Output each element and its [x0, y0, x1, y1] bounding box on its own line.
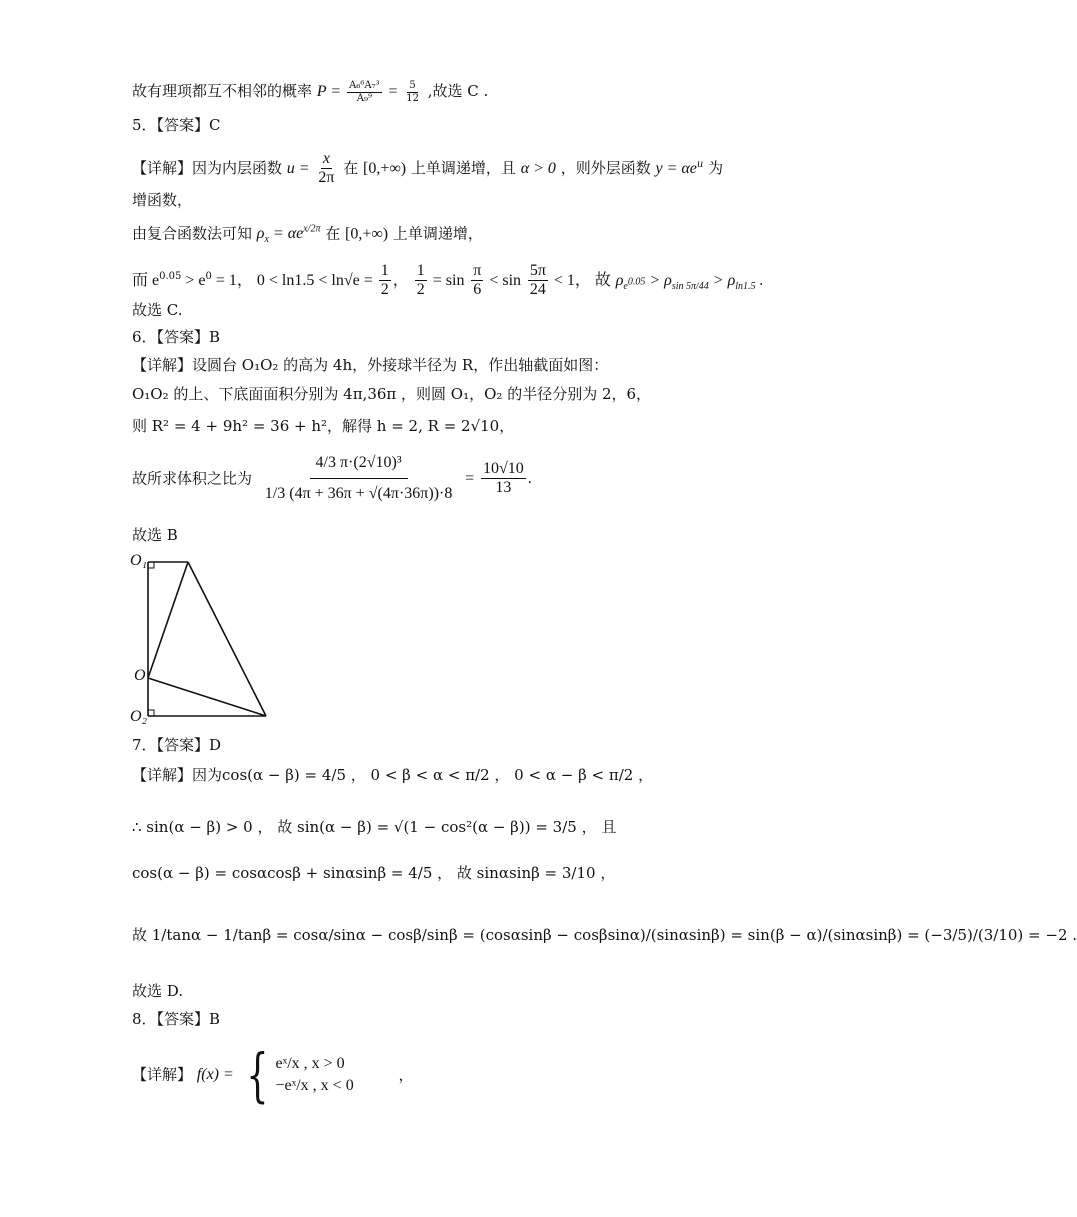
text: 上单调递增， — [392, 224, 483, 243]
slant-side — [188, 562, 266, 716]
answer-7: 7．【答案】D — [132, 736, 222, 754]
sup: 0.05 — [159, 270, 182, 282]
math: y = αe — [655, 159, 697, 177]
num: A₆⁶A₇³ — [349, 80, 380, 91]
text: 由复合函数法可知 — [132, 224, 253, 243]
math: = sin — [428, 271, 465, 289]
text: 故所求体积之比为 — [132, 469, 253, 488]
math: $\rho_x = \alpha e^{x/2\pi}$ — [256, 224, 321, 246]
text: 上单调递增，且 — [410, 158, 516, 177]
math: = — [465, 469, 475, 487]
fraction — [404, 80, 421, 104]
rho: ρ — [256, 225, 265, 243]
sup: u — [696, 158, 704, 170]
fraction — [481, 460, 526, 498]
q6-detail-2: O₁O₂ 的上、下底面面积分别为 4π,36π ，则圆 O₁，O₂ 的半径分别为 2，6， — [132, 385, 652, 403]
q5-detail-3 — [132, 225, 483, 246]
right-angle-top — [148, 562, 154, 568]
q7-detail-4: 故 1/tanα − 1/tanβ = cosα/sinα − cosβ/sinβ = (cosαsinβ − cosβsinα)/(sinαsinβ) = sin(β − α)/(sinαsinβ) = (−3/5)/(3/10) = −2 . — [132, 926, 1077, 944]
num: 5π — [528, 262, 548, 281]
math: $\rho_{e^{0.05}} > \rho_{sin 5\pi/44} > \rho_{ln1.5}$ . — [615, 271, 764, 293]
left-brace: { — [245, 1041, 269, 1109]
q6-detail-4 — [132, 448, 532, 510]
q5-detail-1 — [132, 150, 723, 188]
math: cos(α − β) = 4/5 ， 0 < β < α < π/2 ， 0 < α − β < π/2 ， — [222, 766, 654, 784]
math: u = — [286, 159, 310, 177]
text: ，则外层函数 — [560, 158, 651, 177]
answer-8: 8．【答案】B — [132, 1010, 221, 1028]
math: < sin — [485, 271, 522, 289]
math: α > 0 — [520, 159, 556, 177]
cases — [275, 1056, 353, 1094]
text: 【详解】因为内层函数 — [132, 158, 283, 177]
math: = — [331, 83, 341, 100]
math: > e — [181, 271, 206, 289]
case: eˣ/x , x > 0 — [275, 1055, 345, 1072]
num: π — [471, 262, 483, 281]
q5-detail-2: 增函数， — [132, 191, 193, 209]
math: 而 e — [132, 271, 160, 289]
num: 1 — [415, 262, 427, 281]
math: f(x) = — [196, 1066, 234, 1083]
math: P — [316, 83, 327, 100]
den: 2 — [416, 281, 425, 299]
fraction — [528, 262, 548, 300]
label-O: O — [134, 667, 146, 684]
text: 为 — [708, 158, 724, 177]
math: < 1， 故 — [549, 271, 611, 289]
q7-detail-2: ∴ sin(α − β) > 0 ， 故 sin(α − β) = √(1 − cos²(α − β)) = 3/5 ， 且 — [132, 818, 617, 836]
den: A₉⁹ — [356, 92, 373, 104]
den: 2 — [380, 281, 389, 299]
den: 1/3 (4π + 36π + √(4π·36π))·8 — [264, 485, 453, 503]
math: = 1， 0 < ln1.5 < ln√e = — [211, 271, 377, 289]
text: 故有理项都互不相邻的概率 — [132, 82, 313, 100]
q7-detail-1 — [132, 768, 653, 783]
right-angle-bottom — [148, 710, 154, 716]
q5-detail-4 — [132, 262, 764, 300]
q8-detail-1 — [132, 1041, 414, 1109]
text: 在 — [325, 224, 341, 243]
math: [0,+∞) — [345, 225, 389, 243]
fraction — [471, 262, 483, 300]
case: −eˣ/x , x < 0 — [275, 1077, 354, 1094]
radius-to-top — [148, 562, 188, 678]
q6-detail-1: 【详解】设圆台 O₁O₂ 的高为 4h，外接球半径为 R，作出轴截面如图： — [132, 356, 609, 374]
fraction — [316, 150, 336, 188]
fraction — [415, 262, 427, 300]
label-O2: O₂ — [130, 708, 148, 725]
num: x — [321, 150, 332, 169]
q7-detail-3: cos(α − β) = cosαcosβ + sinαsinβ = 4/5 ， 故 sinαsinβ = 3/10 ， — [132, 864, 616, 882]
q7-end: 故选 D. — [132, 982, 184, 1000]
line-probability — [132, 80, 488, 104]
num: 10√10 — [481, 460, 526, 479]
answer-6: 6．【答案】B — [132, 328, 221, 346]
den: 2π — [318, 169, 335, 187]
num: 1 — [379, 262, 391, 281]
fraction — [259, 448, 459, 510]
q5-end: 故选 C. — [132, 301, 183, 319]
num: 4/3 π·(2√10)³ — [310, 448, 408, 479]
answer-5: 5．【答案】C — [132, 116, 221, 134]
text: 【详解】 — [132, 1065, 193, 1084]
label-O1: O₁ — [130, 552, 148, 569]
text: 在 — [343, 158, 359, 177]
den: 12 — [406, 92, 419, 104]
math: = — [388, 83, 398, 100]
sup: 0 — [205, 270, 212, 282]
fraction — [347, 80, 381, 104]
math: . — [527, 469, 532, 487]
radius-to-bottom — [148, 678, 266, 716]
math: ， — [392, 271, 413, 289]
num: 5 — [409, 80, 416, 91]
fraction — [379, 262, 391, 300]
text: ,故选 C . — [427, 82, 489, 100]
den: 24 — [529, 281, 546, 299]
text: ， — [398, 1065, 414, 1084]
den: 13 — [495, 479, 512, 497]
den: 6 — [473, 281, 482, 299]
q6-detail-3: 则 R² = 4 + 9h² = 36 + h²，解得 h = 2, R = 2√10， — [132, 417, 515, 435]
text: 【详解】因为 — [132, 766, 223, 784]
piecewise — [239, 1041, 354, 1109]
q6-end: 故选 B — [132, 526, 178, 544]
math: [0,+∞) — [363, 159, 407, 177]
